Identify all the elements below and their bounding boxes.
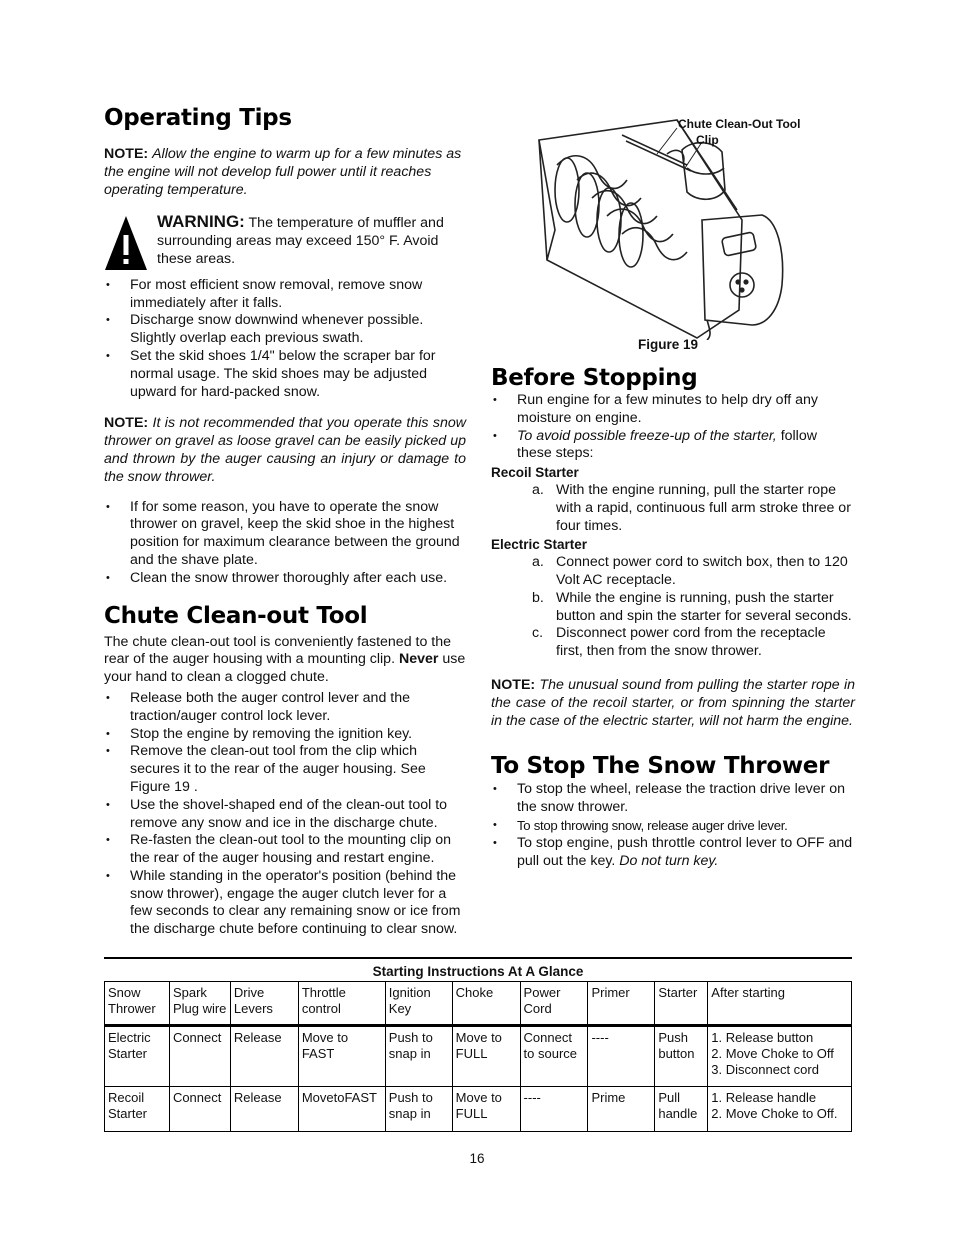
before-stopping-list	[491, 392, 855, 463]
cell-line: Move to	[455, 1030, 502, 1045]
cell-line: After starting	[711, 985, 785, 1000]
table-cell	[385, 1087, 452, 1132]
figure-caption: Figure 19	[638, 337, 699, 352]
before-stopping-heading: Before Stopping	[491, 365, 698, 391]
cell-line: Push to	[388, 1030, 433, 1045]
table-cell	[230, 1026, 298, 1087]
step-marker: a.	[532, 554, 544, 571]
cell-line: to source	[523, 1046, 578, 1061]
list-item	[491, 835, 855, 871]
step-text: Connect power cord to switch box, then to 120 Volt AC receptacle.	[556, 554, 848, 588]
table-cell	[588, 1026, 655, 1087]
cell-line: snap in	[388, 1046, 431, 1061]
cell-line: 1. Release button	[711, 1030, 814, 1045]
cell-line: Power	[523, 985, 561, 1000]
list-item: • To stop the wheel, release the traction drive lever on the snow thrower.	[491, 781, 855, 817]
list-item: • Stop the engine by removing the ignition key.	[104, 726, 466, 744]
list-item: • Run engine for a few minutes to help dry off any moisture on engine.	[491, 392, 855, 428]
operating-tips-list	[104, 277, 466, 402]
cell-line: Primer	[591, 985, 630, 1000]
cell-line: 3. Disconnect cord	[711, 1062, 819, 1077]
table-cell	[520, 1026, 588, 1087]
table-cell	[708, 1087, 852, 1132]
warning-text: The temperature of muffler and surrounding areas may exceed 150° F. Avoid these areas.	[157, 215, 444, 267]
cell-line: Connect	[172, 1030, 222, 1045]
cell-line: Move to	[301, 1030, 349, 1045]
cell-line: 2. Move Choke to Off	[711, 1046, 834, 1061]
page-number: 16	[469, 1151, 485, 1166]
cell-line: ----	[591, 1030, 609, 1045]
cell-line: Throttle	[301, 985, 346, 1000]
cell-line: FULL	[455, 1106, 488, 1121]
cell-line: Starter	[108, 1046, 148, 1061]
operating-tips-heading: Operating Tips	[104, 105, 292, 131]
step-marker: b.	[532, 589, 544, 606]
chute-tool-heading: Chute Clean-out Tool	[104, 602, 368, 629]
note-label: NOTE:	[491, 676, 536, 693]
table-cell	[655, 982, 708, 1026]
list-item: • Use the shovel-shaped end of the clean-out tool to remove any snow and ice in the discharge chute.	[104, 797, 466, 833]
cell-line: Choke	[455, 985, 494, 1000]
cell-line: Cord	[523, 1001, 552, 1016]
table-title: Starting Instructions At A Glance	[104, 957, 852, 981]
recoil-steps	[491, 482, 855, 535]
cell-line: Key	[388, 1001, 412, 1016]
electric-starter-heading: Electric Starter	[491, 537, 588, 553]
list-item: • To stop throwing snow, release auger drive lever.	[491, 817, 855, 835]
step-marker: a.	[532, 481, 544, 498]
cell-line: MovetoFAST	[301, 1090, 377, 1105]
cell-line: Starter	[108, 1106, 148, 1121]
cell-line: 2. Move Choke to Off.	[711, 1106, 838, 1121]
cell-line: Plug wire	[172, 1001, 227, 1016]
cell-line: Release	[233, 1030, 282, 1045]
table-cell	[385, 982, 452, 1026]
cell-line: Spark	[172, 985, 207, 1000]
step-text: With the engine running, pull the starter rope with a rapid, continuous full arm stroke three or four times.	[556, 481, 851, 534]
table-cell	[588, 982, 655, 1026]
item-text: To stop engine, push throttle control lever to OFF and pull out the key.	[517, 834, 853, 869]
cell-line: Electric	[108, 1030, 151, 1045]
table-cell	[105, 1087, 170, 1132]
cell-line: Move to	[455, 1090, 502, 1105]
table-cell	[105, 982, 170, 1026]
note-text: It is not recommended that you operate this snow thrower on gravel as loose gravel can be easily picked up and thrown by the auger causing an injury or damage to the snow thrower.	[104, 415, 466, 485]
table-cell	[169, 982, 230, 1026]
list-item: • Set the skid shoes 1/4" below the scraper bar for normal usage. The skid shoes may be adjusted upward for hard-packed snow.	[104, 348, 466, 401]
list-item: • Discharge snow downwind whenever possible. Slightly overlap each previous swath.	[104, 312, 466, 348]
warning-label: WARNING:	[157, 212, 245, 232]
stop-thrower-list	[491, 781, 855, 870]
cell-line: ----	[523, 1090, 541, 1105]
cell-line: Push to	[388, 1090, 433, 1105]
starting-instructions-table	[104, 981, 852, 1132]
cell-line: Connect	[523, 1030, 572, 1045]
table-cell	[452, 1087, 520, 1132]
note-text: Allow the engine to warm up for a few minutes as the engine will not develop full power until it reaches operating temperature.	[104, 146, 462, 198]
gravel-tips-list	[104, 499, 466, 588]
table-row	[105, 1026, 852, 1087]
cell-line: button	[658, 1046, 695, 1061]
table-cell	[298, 982, 385, 1026]
note-label: NOTE:	[104, 146, 149, 162]
list-item: • For most efficient snow removal, remove snow immediately after it falls.	[104, 277, 466, 313]
list-item: • Clean the snow thrower thoroughly after each use.	[104, 570, 466, 588]
step-marker: c.	[532, 625, 544, 642]
warning-block	[104, 213, 466, 268]
table-cell	[230, 982, 298, 1026]
cell-line: Pull	[658, 1090, 681, 1105]
table-cell	[655, 1026, 708, 1087]
table-cell	[708, 1026, 852, 1087]
cell-line: Prime	[591, 1090, 626, 1105]
gravel-note	[104, 415, 466, 486]
list-item	[491, 428, 855, 464]
table-cell	[588, 1087, 655, 1132]
cell-line: snap in	[388, 1106, 431, 1121]
table-cell	[385, 1026, 452, 1087]
table-cell	[452, 1026, 520, 1087]
table-cell	[169, 1087, 230, 1132]
note-text: The unusual sound from pulling the starter rope in the case of the recoil starter, or from spinning the starter in the case of the electric starter, will not harm the engine.	[491, 676, 855, 729]
intro-bold: Never	[398, 651, 439, 668]
cell-line: Push	[658, 1030, 688, 1045]
starter-note	[491, 677, 855, 730]
table-cell	[105, 1026, 170, 1087]
table-cell	[520, 1087, 588, 1132]
step-item	[491, 590, 855, 626]
cell-line: Recoil	[108, 1090, 145, 1105]
chute-tool-list	[104, 690, 466, 939]
list-item: • While standing in the operator's position (behind the snow thrower), engage the auger clutch lever for a few seconds to clear any remaining snow or ice from the discharge chute before continuing to clear snow.	[104, 868, 466, 939]
cell-line: FULL	[455, 1046, 488, 1061]
table-row	[105, 1087, 852, 1132]
cell-line: Starter	[658, 985, 698, 1000]
step-text: While the engine is running, push the starter button and spin the starter for several seconds.	[556, 589, 852, 624]
table-cell	[655, 1087, 708, 1132]
electric-steps	[491, 554, 855, 661]
snow-thrower-illustration	[527, 110, 787, 340]
operating-note	[104, 146, 466, 199]
cell-line: Release	[233, 1090, 282, 1105]
recoil-starter-heading: Recoil Starter	[491, 465, 579, 481]
cell-line: Drive	[233, 985, 265, 1000]
italic-text: To avoid possible freeze-up of the starter,	[517, 427, 777, 444]
warning-triangle-icon	[104, 215, 148, 271]
table-header-row	[105, 982, 852, 1026]
figure-label-tool: Chute Clean-Out Tool	[678, 117, 801, 131]
list-item: • Release both the auger control lever and the traction/auger control lock lever.	[104, 690, 466, 726]
list-item: • Remove the clean-out tool from the clip which secures it to the rear of the auger housing. See Figure 19 .	[104, 743, 466, 796]
note-label: NOTE:	[104, 415, 149, 432]
cell-line: 1. Release handle	[711, 1090, 817, 1105]
table-cell	[169, 1026, 230, 1087]
step-item	[491, 482, 855, 535]
step-text: Disconnect power cord from the receptacle first, then from the snow thrower.	[556, 625, 826, 660]
cell-line: control	[301, 1001, 341, 1016]
table-cell	[520, 982, 588, 1026]
starting-instructions	[104, 957, 852, 1132]
table-cell	[298, 1026, 385, 1087]
cell-line: Thrower	[108, 1001, 156, 1016]
cell-line: Snow	[108, 985, 141, 1000]
intro-tail: use your hand to clean a clogged chute.	[104, 651, 466, 686]
table-cell	[298, 1087, 385, 1132]
cell-line: Connect	[172, 1090, 222, 1105]
step-item	[491, 554, 855, 590]
italic-text: Do not turn key.	[619, 852, 719, 869]
chute-tool-intro	[104, 634, 466, 687]
table-cell	[452, 982, 520, 1026]
intro-text: The chute clean-out tool is conveniently fastened to the rear of the auger housing with a mounting clip.	[104, 633, 452, 668]
list-item: • If for some reason, you have to operate the snow thrower on gravel, keep the skid shoe in the highest position for maximum clearance between the ground and the shave plate.	[104, 499, 466, 570]
cell-line: handle	[658, 1106, 698, 1121]
list-item: • Re-fasten the clean-out tool to the mounting clip on the rear of the auger housing and restart engine.	[104, 832, 466, 868]
table-cell	[230, 1087, 298, 1132]
right-column	[491, 110, 855, 870]
item-tail: follow these steps:	[517, 427, 817, 462]
stop-thrower-heading: To Stop The Snow Thrower	[491, 753, 830, 780]
left-column	[104, 104, 466, 939]
step-item	[491, 625, 855, 661]
cell-line: Levers	[233, 1001, 273, 1016]
table-cell	[708, 982, 852, 1026]
figure-label-clip: Clip	[696, 133, 719, 147]
figure-19	[491, 110, 855, 360]
cell-line: FAST	[301, 1046, 335, 1061]
cell-line: Ignition	[388, 985, 431, 1000]
